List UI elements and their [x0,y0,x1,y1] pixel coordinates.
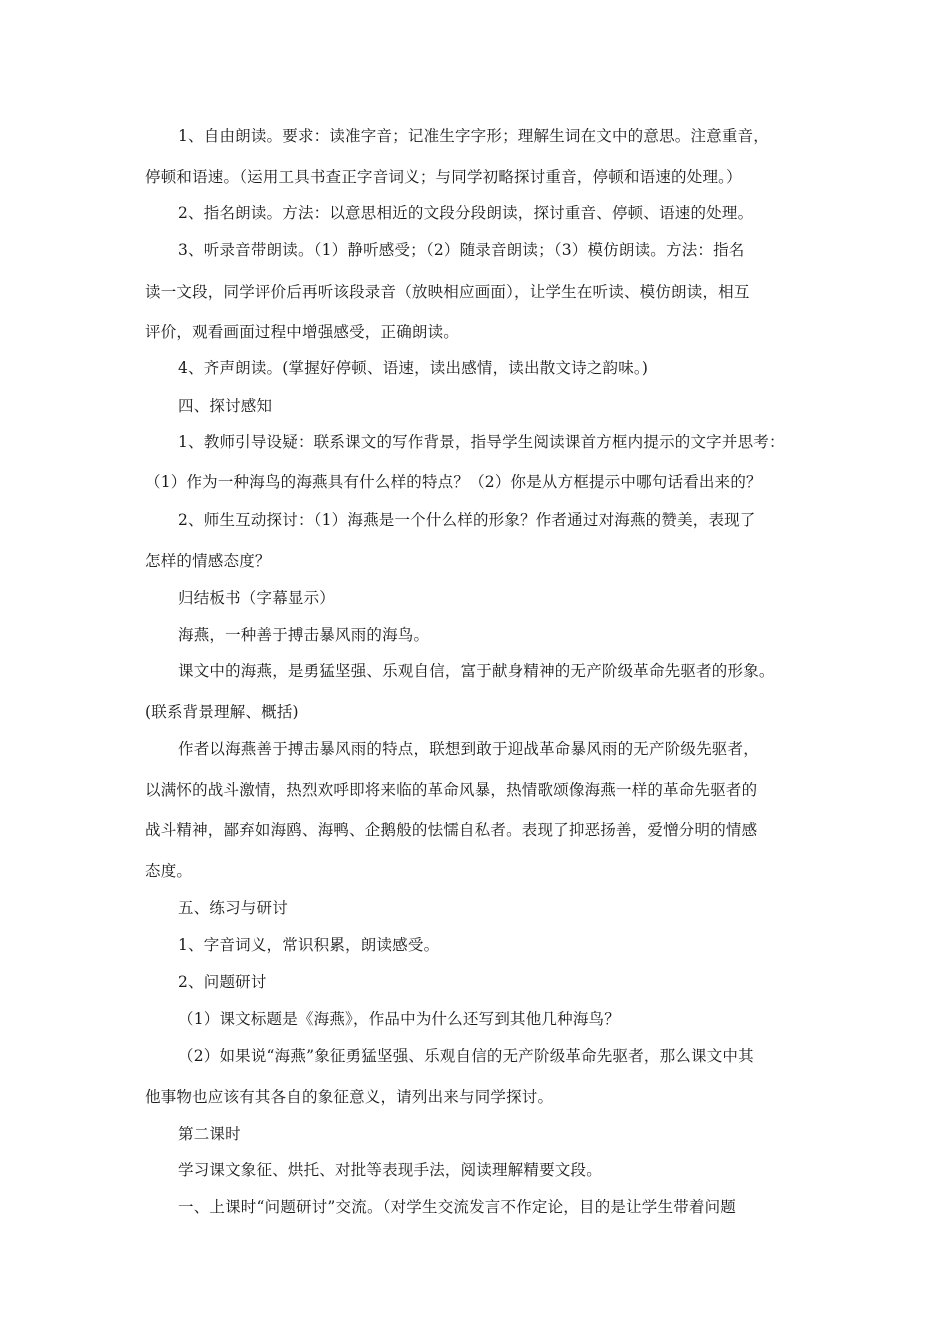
text-line: 评价，观看画面过程中增强感受，正确朗读。 [145,323,460,341]
text-line: 1、教师引导设疑：联系课文的写作背景，指导学生阅读课首方框内提示的文字并思考： [178,433,785,451]
text-line: 怎样的情感态度？ [145,552,271,570]
text-line: 4、齐声朗读。(掌握好停顿、语速，读出感情，读出散文诗之韵味。) [178,359,649,377]
text-line: 2、问题研讨 [178,973,267,991]
text-line: 读一文段，同学评价后再听该段录音（放映相应画面），让学生在听读、模仿朗读，相互 [145,283,750,301]
section-heading: 五、练习与研讨 [178,899,288,917]
text-line: 海燕，一种善于搏击暴风雨的海鸟。 [178,626,430,644]
text-line: （2）如果说“海燕”象征勇猛坚强、乐观自信的无产阶级革命先驱者，那么课文中其 [178,1047,754,1065]
text-line: 1、自由朗读。要求：读准字音；记准生字字形；理解生词在文中的意思。注意重音， [178,127,769,145]
text-line: (联系背景理解、概括) [145,703,299,721]
text-line: 以满怀的战斗激情，热烈欢呼即将来临的革命风暴，热情歌颂像海燕一样的革命先驱者的 [145,781,758,799]
text-line: 1、字音词义，常识积累，朗读感受。 [178,936,440,954]
text-line: 停顿和语速。（运用工具书查正字音词义；与同学初略探讨重音，停顿和语速的处理。） [145,168,742,186]
text-line: 作者以海燕善于搏击暴风雨的特点，联想到敢于迎战革命暴风雨的无产阶级先驱者， [178,740,759,758]
text-line: 战斗精神，鄙弃如海鸥、海鸭、企鹅般的怯懦自私者。表现了抑恶扬善，爱憎分明的情感 [145,821,758,839]
text-line: 2、指名朗读。方法：以意思相近的文段分段朗读，探讨重音、停顿、语速的处理。 [178,204,754,222]
text-line: （1）作为一种海鸟的海燕具有什么样的特点？（2）你是从方框提示中哪句话看出来的？ [145,473,762,491]
text-line: 一、上课时“问题研讨”交流。（对学生交流发言不作定论，目的是让学生带着问题 [178,1198,737,1216]
text-line: 3、听录音带朗读。（1）静听感受；（2）随录音朗读；（3）模仿朗读。方法：指名 [178,241,745,259]
text-line: 学习课文象征、烘托、对批等表现手法，阅读理解精要文段。 [178,1161,602,1179]
text-line: 归结板书（字幕显示） [178,589,336,607]
section-heading: 第二课时 [178,1125,241,1143]
text-line: 态度。 [145,862,193,880]
section-heading: 四、探讨感知 [178,397,273,415]
text-line: 2、师生互动探讨：（1）海燕是一个什么样的形象？作者通过对海燕的赞美，表现了 [178,511,756,529]
text-line: （1）课文标题是《海燕》，作品中为什么还写到其他几种海鸟？ [178,1010,620,1028]
text-line: 课文中的海燕，是勇猛坚强、乐观自信，富于献身精神的无产阶级革命先驱者的形象。 [178,662,775,680]
text-line: 他事物也应该有其各自的象征意义，请列出来与同学探讨。 [145,1088,554,1106]
